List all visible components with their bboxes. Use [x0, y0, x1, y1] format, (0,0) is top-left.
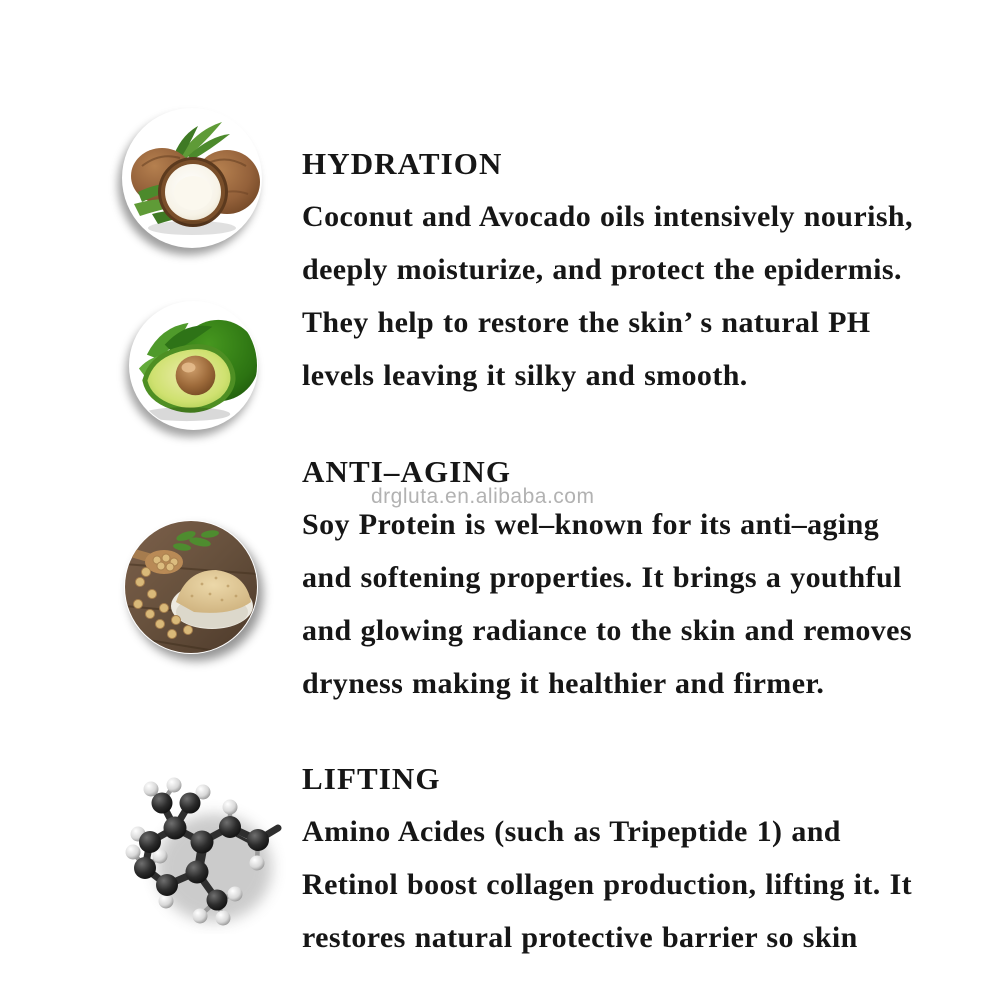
body-line: Retinol boost collagen production, lifting it. It [302, 868, 913, 901]
body-line: Coconut and Avocado oils intensively nourish, [302, 200, 913, 233]
body-line: restores natural protective barrier so skin [302, 921, 858, 954]
avocado-image [129, 301, 258, 430]
body-line: and softening properties. It brings a youthful [302, 561, 902, 594]
avocado-photo [129, 301, 258, 430]
watermark-text: drgluta.en.alibaba.com [371, 485, 595, 508]
section-hydration [302, 137, 997, 402]
section-anti-aging [302, 445, 997, 710]
body-line: levels leaving it silky and smooth. [302, 359, 748, 392]
soy-photo [124, 520, 258, 654]
molecule-model-image [118, 772, 286, 934]
section-title-lifting: LIFTING [302, 761, 441, 796]
molecule-figure [118, 772, 286, 934]
body-line: dryness making it healthier and firmer. [302, 667, 825, 700]
section-title-hydration: HYDRATION [302, 146, 503, 181]
body-line: deeply moisturize, and protect the epidermis. [302, 253, 902, 286]
soy-protein-image [124, 520, 258, 654]
section-title-anti-aging: ANTI–AGING [302, 454, 512, 489]
coconut-photo [122, 108, 262, 248]
body-line: and glowing radiance to the skin and removes [302, 614, 912, 647]
body-line: Soy Protein is wel–known for its anti–aging [302, 508, 880, 541]
body-line: They help to restore the skin’ s natural PH [302, 306, 871, 339]
body-line: Amino Acides (such as Tripeptide 1) and [302, 815, 841, 848]
coconut-image [122, 108, 262, 248]
section-lifting [302, 752, 997, 964]
